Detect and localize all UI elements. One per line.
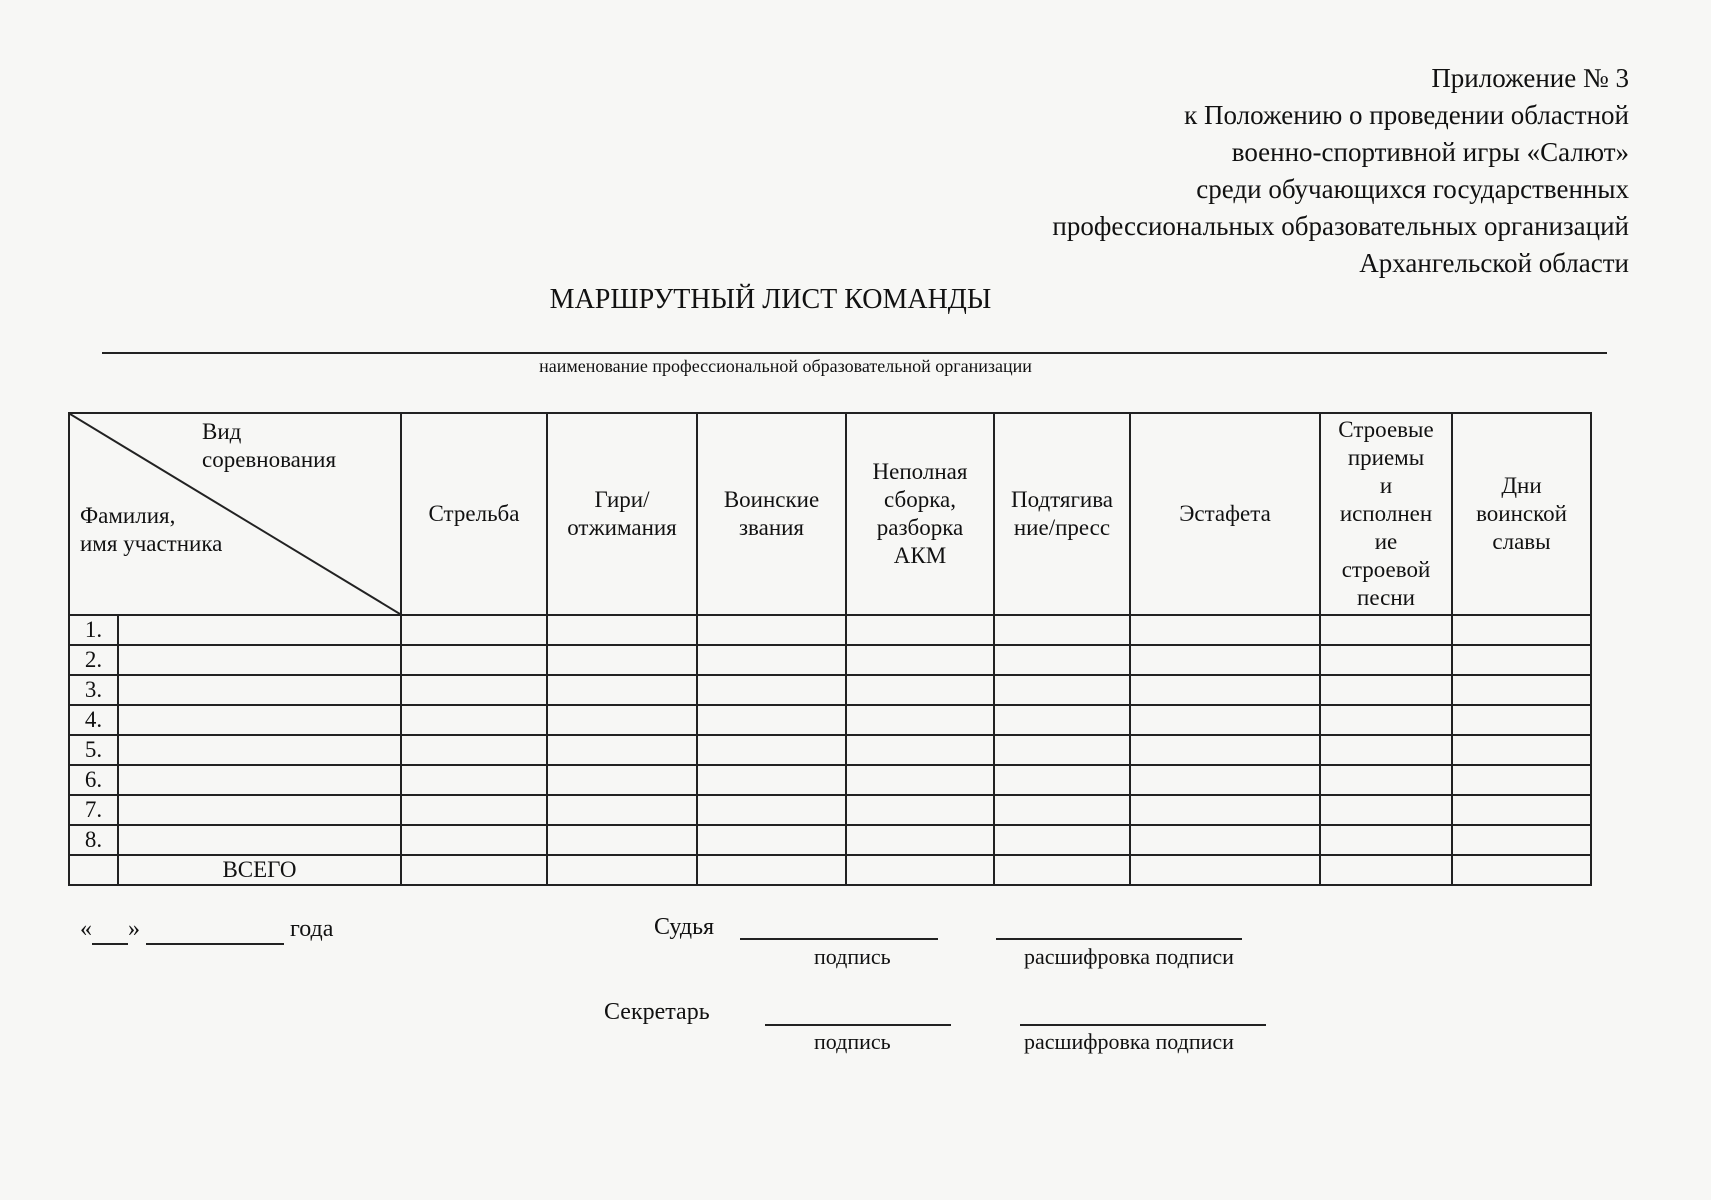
column-header-line: Неполная [872, 459, 968, 484]
column-header-line: Гири/ [594, 487, 650, 512]
judge-signature-caption: подпись [814, 944, 891, 969]
header-line: Архангельской области [1359, 248, 1629, 278]
participant-name-cell[interactable] [118, 735, 401, 765]
score-cell[interactable] [1320, 795, 1452, 825]
score-cell[interactable] [994, 615, 1130, 645]
score-cell[interactable] [697, 825, 846, 855]
score-cell[interactable] [846, 825, 994, 855]
score-cell[interactable] [697, 795, 846, 825]
column-header-line: исполнен [1339, 501, 1433, 526]
score-cell[interactable] [547, 825, 697, 855]
table-row [69, 765, 1591, 795]
corner-top-line: Вид [202, 419, 242, 444]
secretary-label: Секретарь [604, 999, 710, 1025]
score-cell[interactable] [697, 735, 846, 765]
score-cell[interactable] [1130, 795, 1320, 825]
score-cell[interactable] [401, 765, 547, 795]
secretary-decode-caption: расшифровка подписи [1024, 1029, 1234, 1054]
score-cell[interactable] [547, 765, 697, 795]
score-cell[interactable] [697, 615, 846, 645]
corner-label-competition [202, 418, 336, 474]
total-row [69, 855, 1591, 885]
corner-top-line: соревнования [202, 447, 337, 472]
score-cell[interactable] [994, 705, 1130, 735]
score-cell[interactable] [1130, 615, 1320, 645]
column-header-line: АКМ [893, 543, 947, 568]
score-cell[interactable] [1452, 735, 1591, 765]
row-number: 8. [69, 825, 118, 855]
total-score-cell[interactable] [1452, 855, 1591, 885]
participant-name-cell[interactable] [118, 765, 401, 795]
table-row [69, 615, 1591, 645]
score-cell[interactable] [547, 615, 697, 645]
score-cell[interactable] [1452, 825, 1591, 855]
column-header-line: Подтягива [1011, 487, 1113, 512]
score-cell[interactable] [846, 705, 994, 735]
column-header [697, 413, 846, 615]
score-cell[interactable] [1452, 615, 1591, 645]
total-number-cell [69, 855, 118, 885]
row-number: 5. [69, 735, 118, 765]
score-cell[interactable] [846, 765, 994, 795]
month-blank[interactable] [146, 916, 284, 945]
column-header-line: ние/пресс [1013, 515, 1111, 540]
score-cell[interactable] [401, 705, 547, 735]
route-table [68, 412, 1592, 886]
participant-name-cell[interactable] [118, 675, 401, 705]
score-cell[interactable] [1320, 645, 1452, 675]
table-row [69, 825, 1591, 855]
row-number: 6. [69, 765, 118, 795]
total-score-cell[interactable] [697, 855, 846, 885]
judge-decode-caption: расшифровка подписи [1024, 944, 1234, 969]
score-cell[interactable] [994, 645, 1130, 675]
column-header [846, 413, 994, 615]
total-score-cell[interactable] [846, 855, 994, 885]
header-line: Приложение № 3 [1431, 63, 1629, 93]
column-header-line: Эстафета [1179, 501, 1271, 526]
secretary-signature-line[interactable] [765, 1024, 951, 1026]
total-score-cell[interactable] [401, 855, 547, 885]
column-header-line: Воинские [723, 487, 820, 512]
column-header-line: сборка, [884, 487, 956, 512]
judge-label: Судья [654, 914, 715, 940]
participant-name-cell[interactable] [118, 705, 401, 735]
row-number: 4. [69, 705, 118, 735]
column-header-line: приемы [1347, 445, 1425, 470]
header-line: среди обучающихся государственных [1196, 174, 1629, 204]
score-cell[interactable] [846, 645, 994, 675]
column-header-line: разборка [876, 515, 964, 540]
corner-bottom-line: Фамилия, [80, 503, 176, 528]
score-cell[interactable] [994, 795, 1130, 825]
score-cell[interactable] [401, 645, 547, 675]
total-score-cell[interactable] [1130, 855, 1320, 885]
score-cell[interactable] [1320, 735, 1452, 765]
score-cell[interactable] [697, 675, 846, 705]
table-row [69, 795, 1591, 825]
score-cell[interactable] [1130, 705, 1320, 735]
score-cell[interactable] [846, 795, 994, 825]
participant-name-cell[interactable] [118, 615, 401, 645]
participant-name-cell[interactable] [118, 825, 401, 855]
participant-name-cell[interactable] [118, 645, 401, 675]
judge-signature-line[interactable] [740, 938, 938, 940]
corner-header-cell [69, 413, 401, 615]
appendix-header [1052, 60, 1629, 282]
column-header [1130, 413, 1320, 615]
column-header-line: строевой [1341, 557, 1431, 582]
column-header-line: Строевые [1338, 417, 1434, 442]
score-cell[interactable] [697, 645, 846, 675]
table-row [69, 735, 1591, 765]
document-title: МАРШРУТНЫЙ ЛИСТ КОМАНДЫ [549, 284, 992, 315]
score-cell[interactable] [401, 675, 547, 705]
total-label: ВСЕГО [118, 855, 401, 885]
score-cell[interactable] [994, 765, 1130, 795]
year-suffix-label: года [290, 916, 334, 942]
score-cell[interactable] [697, 705, 846, 735]
score-cell[interactable] [547, 675, 697, 705]
column-header-line: ие [1374, 529, 1398, 554]
date-quote-open: « [80, 916, 92, 942]
organization-name-caption: наименование профессиональной образовательной организации [539, 356, 1032, 376]
score-cell[interactable] [1452, 645, 1591, 675]
secretary-decode-line[interactable] [1020, 1024, 1266, 1026]
score-cell[interactable] [1320, 765, 1452, 795]
score-cell[interactable] [994, 735, 1130, 765]
score-cell[interactable] [1452, 705, 1591, 735]
column-header-line: славы [1492, 529, 1551, 554]
score-cell[interactable] [547, 645, 697, 675]
secretary-signature-caption: подпись [814, 1029, 891, 1054]
score-cell[interactable] [994, 825, 1130, 855]
score-cell[interactable] [1452, 675, 1591, 705]
score-cell[interactable] [547, 735, 697, 765]
column-header [1320, 413, 1452, 615]
score-cell[interactable] [994, 675, 1130, 705]
score-cell[interactable] [401, 615, 547, 645]
score-cell[interactable] [846, 735, 994, 765]
score-cell[interactable] [1130, 735, 1320, 765]
column-header-line: песни [1357, 585, 1415, 610]
column-header-line: отжимания [567, 515, 677, 540]
score-cell[interactable] [401, 735, 547, 765]
score-cell[interactable] [1320, 705, 1452, 735]
score-cell[interactable] [1452, 795, 1591, 825]
score-cell[interactable] [1130, 675, 1320, 705]
row-number: 3. [69, 675, 118, 705]
score-cell[interactable] [1130, 645, 1320, 675]
score-cell[interactable] [697, 765, 846, 795]
total-score-cell[interactable] [1320, 855, 1452, 885]
header-line: профессиональных образовательных организаций [1052, 211, 1629, 241]
score-cell[interactable] [1320, 675, 1452, 705]
column-header [401, 413, 547, 615]
score-cell[interactable] [547, 795, 697, 825]
score-cell[interactable] [1130, 825, 1320, 855]
score-cell[interactable] [547, 705, 697, 735]
column-header [547, 413, 697, 615]
date-quote-close: » [128, 916, 140, 942]
column-header-line: и [1379, 473, 1393, 498]
organization-name-line[interactable] [102, 352, 1607, 354]
score-cell[interactable] [846, 675, 994, 705]
score-cell[interactable] [1320, 825, 1452, 855]
score-cell[interactable] [401, 795, 547, 825]
corner-bottom-line: имя участника [80, 531, 223, 556]
table-row [69, 705, 1591, 735]
column-header-line: звания [738, 515, 805, 540]
date-field [80, 916, 333, 945]
table-row [69, 675, 1591, 705]
row-number: 2. [69, 645, 118, 675]
table-row [69, 645, 1591, 675]
score-cell[interactable] [846, 615, 994, 645]
column-header-line: Дни [1501, 473, 1542, 498]
total-score-cell[interactable] [994, 855, 1130, 885]
row-number: 1. [69, 615, 118, 645]
column-header-line: Стрельба [428, 501, 520, 526]
score-cell[interactable] [1320, 615, 1452, 645]
total-score-cell[interactable] [547, 855, 697, 885]
header-line: военно-спортивной игры «Салют» [1231, 137, 1629, 167]
judge-decode-line[interactable] [996, 938, 1242, 940]
score-cell[interactable] [1452, 765, 1591, 795]
table-header-row [69, 413, 1591, 615]
score-cell[interactable] [401, 825, 547, 855]
column-header-line: воинской [1476, 501, 1567, 526]
day-blank[interactable] [92, 916, 128, 945]
column-header [994, 413, 1130, 615]
header-line: к Положению о проведении областной [1184, 100, 1629, 130]
corner-label-participant [80, 502, 222, 558]
row-number: 7. [69, 795, 118, 825]
participant-name-cell[interactable] [118, 795, 401, 825]
column-header [1452, 413, 1591, 615]
score-cell[interactable] [1130, 765, 1320, 795]
